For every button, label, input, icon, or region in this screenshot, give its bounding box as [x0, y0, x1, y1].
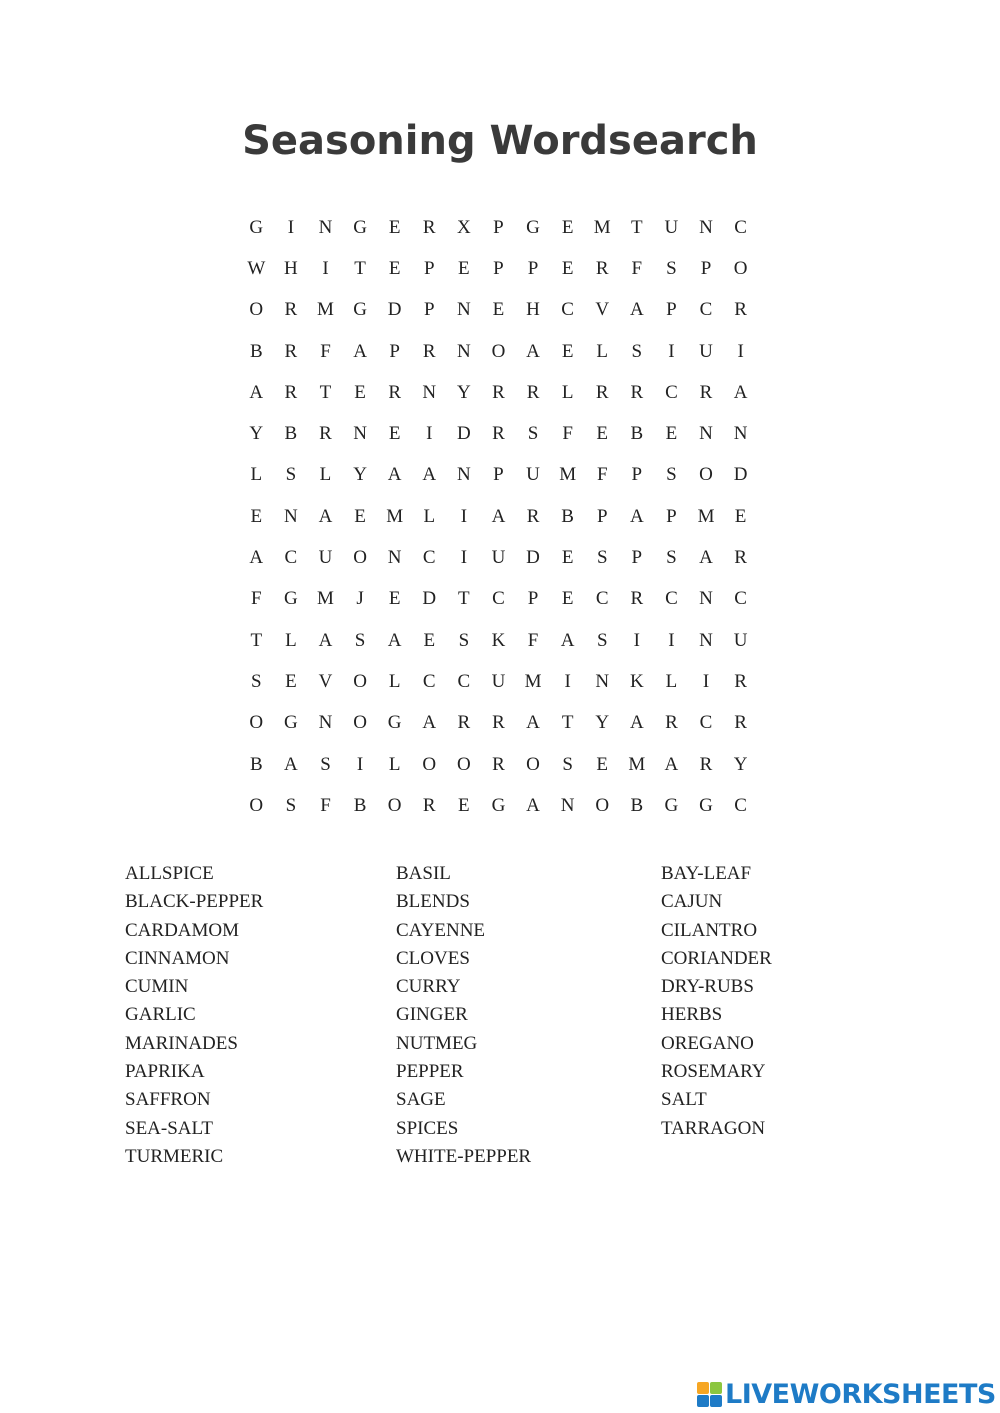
word-list-item: WHITE-PEPPER [396, 1145, 532, 1167]
word-list-item: GINGER [396, 1004, 468, 1026]
grid-cell[interactable]: A [629, 712, 644, 734]
grid-cell[interactable]: A [526, 794, 540, 816]
grid-cell[interactable]: R [422, 340, 436, 362]
grid-cell[interactable]: A [733, 381, 748, 403]
grid-cell[interactable]: C [699, 712, 713, 734]
grid-cell[interactable]: T [354, 257, 366, 279]
grid-cell[interactable]: C [284, 547, 298, 569]
grid-cell[interactable]: B [630, 423, 644, 445]
grid-cell[interactable]: A [560, 629, 575, 651]
word-list-item: TURMERIC [125, 1145, 224, 1167]
word-list-item: PEPPER [396, 1061, 464, 1083]
grid-cell[interactable]: S [666, 257, 677, 279]
grid-cell[interactable]: S [285, 464, 297, 486]
grid-cell[interactable]: A [491, 505, 506, 527]
grid-cell[interactable]: M [317, 299, 334, 321]
grid-cell[interactable]: T [631, 216, 643, 238]
brand-logo[interactable] [697, 1379, 996, 1409]
grid-cell[interactable]: P [389, 340, 400, 362]
grid-cell[interactable]: A [629, 299, 644, 321]
word-list-item: BLENDS [396, 891, 470, 913]
grid-cell[interactable]: N [353, 423, 367, 445]
grid-cell[interactable]: Y [353, 464, 367, 486]
grid-cell[interactable]: K [491, 629, 506, 651]
grid-cell[interactable]: R [492, 423, 505, 445]
grid-cell[interactable]: T [250, 629, 263, 651]
grid-cell[interactable]: R [699, 753, 713, 775]
grid-cell[interactable]: E [388, 423, 401, 445]
grid-cell[interactable]: J [356, 588, 364, 610]
grid-cell[interactable]: B [353, 794, 367, 816]
grid-cell[interactable]: Y [595, 712, 610, 734]
grid-cell[interactable]: P [700, 257, 712, 279]
word-list-item: SEA-SALT [125, 1117, 213, 1139]
grid-cell[interactable]: A [629, 505, 644, 527]
grid-cell[interactable]: E [423, 629, 436, 651]
grid-cell[interactable]: N [560, 794, 575, 816]
word-list-item: CAYENNE [396, 919, 486, 941]
grid-cell[interactable]: E [561, 216, 574, 238]
grid-cell[interactable]: R [630, 588, 644, 610]
grid-cell[interactable]: M [628, 753, 646, 775]
grid-cell[interactable]: Y [733, 753, 748, 775]
grid-cell[interactable]: A [387, 464, 402, 486]
grid-cell[interactable]: M [559, 464, 577, 486]
word-list-item: SPICES [396, 1117, 459, 1139]
grid-cell[interactable]: E [388, 257, 401, 279]
grid-cell[interactable]: U [491, 547, 506, 569]
grid-cell[interactable]: L [596, 340, 609, 362]
grid-cell[interactable]: G [284, 588, 298, 610]
grid-cell[interactable]: T [561, 712, 574, 734]
grid-cell[interactable]: O [249, 794, 264, 816]
grid-cell[interactable]: C [492, 588, 505, 610]
grid-cell[interactable]: O [699, 464, 713, 486]
grid-cell[interactable]: D [456, 423, 471, 445]
grid-cell[interactable]: C [665, 588, 678, 610]
grid-cell[interactable]: F [251, 588, 262, 610]
grid-cell[interactable]: N [595, 670, 610, 692]
grid-cell[interactable]: R [734, 547, 747, 569]
word-list [125, 860, 861, 1171]
grid-cell[interactable]: I [287, 216, 295, 238]
grid-cell[interactable]: N [699, 588, 713, 610]
grid-cell[interactable]: Y [456, 381, 471, 403]
grid-cell[interactable]: G [284, 712, 298, 734]
grid-cell[interactable]: F [596, 464, 608, 486]
grid-cell[interactable]: A [249, 381, 264, 403]
word-list-item: SAGE [396, 1089, 446, 1111]
grid-cell[interactable]: A [422, 712, 437, 734]
word-list-item: SAFFRON [125, 1089, 211, 1111]
grid-cell[interactable]: R [595, 381, 609, 403]
grid-cell[interactable]: Y [249, 423, 264, 445]
grid-cell[interactable]: S [354, 629, 366, 651]
grid-cell[interactable]: U [491, 670, 506, 692]
grid-cell[interactable]: O [353, 547, 367, 569]
grid-cell[interactable]: N [699, 423, 713, 445]
grid-cell[interactable]: R [630, 381, 644, 403]
grid-cell[interactable]: P [493, 216, 504, 238]
grid-cell[interactable]: I [668, 340, 675, 362]
grid-cell[interactable]: R [526, 505, 540, 527]
grid-cell[interactable]: O [456, 753, 471, 775]
word-list-item: CLOVES [396, 947, 470, 969]
word-list-item: ALLSPICE [125, 863, 214, 884]
grid-cell[interactable]: R [457, 712, 471, 734]
grid-cell[interactable]: R [284, 340, 298, 362]
grid-cell[interactable]: E [561, 257, 574, 279]
grid-cell[interactable]: L [388, 670, 401, 692]
grid-cell[interactable]: P [596, 505, 608, 527]
grid-cell[interactable]: M [386, 505, 404, 527]
grid-cell[interactable]: U [526, 464, 540, 486]
grid-cell[interactable]: C [561, 299, 574, 321]
grid-cell[interactable]: T [319, 381, 332, 403]
grid-cell[interactable]: E [388, 588, 401, 610]
grid-cell[interactable]: R [526, 381, 540, 403]
grid-cell[interactable]: R [699, 381, 713, 403]
grid-cell[interactable]: S [666, 547, 677, 569]
grid-cell[interactable]: H [526, 299, 540, 321]
grid-cell[interactable]: I [426, 423, 433, 445]
grid-cell[interactable]: R [492, 753, 505, 775]
grid-cell[interactable]: U [699, 340, 713, 362]
grid-cell[interactable]: I [564, 670, 571, 692]
grid-cell[interactable]: I [322, 257, 329, 279]
grid-cell[interactable]: P [493, 257, 504, 279]
grid-cell[interactable]: U [733, 629, 748, 651]
grid-cell[interactable]: P [666, 505, 677, 527]
grid-cell[interactable]: G [664, 794, 679, 816]
grid-cell[interactable]: S [458, 629, 470, 651]
grid-cell[interactable]: D [733, 464, 748, 486]
grid-cell[interactable]: V [595, 299, 610, 321]
grid-cell[interactable]: G [491, 794, 506, 816]
grid-cell[interactable]: S [666, 464, 677, 486]
grid-cell[interactable]: I [702, 670, 710, 692]
grid-cell[interactable]: O [249, 299, 264, 321]
grid-cell[interactable]: O [733, 257, 748, 279]
grid-cell[interactable]: U [664, 216, 679, 238]
grid-cell[interactable]: N [456, 299, 471, 321]
grid-cell[interactable]: C [734, 588, 747, 610]
grid-cell[interactable]: P [666, 299, 677, 321]
grid-cell[interactable]: I [668, 629, 675, 651]
grid-cell[interactable]: L [665, 670, 678, 692]
grid-cell[interactable]: I [460, 505, 468, 527]
grid-cell[interactable]: B [284, 423, 298, 445]
grid-cell[interactable]: R [734, 299, 747, 321]
word-list-item: GARLIC [125, 1004, 196, 1026]
grid-cell[interactable]: G [387, 712, 402, 734]
grid-cell[interactable]: S [285, 794, 297, 816]
grid-cell[interactable]: B [249, 753, 263, 775]
grid-cell[interactable]: C [422, 547, 436, 569]
grid-cell[interactable]: A [318, 629, 333, 651]
grid-cell[interactable]: W [247, 257, 266, 279]
grid-cell[interactable]: P [493, 464, 504, 486]
grid-cell[interactable]: U [318, 547, 333, 569]
grid-cell[interactable]: D [422, 588, 437, 610]
grid-cell[interactable]: S [320, 753, 331, 775]
grid-cell[interactable]: G [699, 794, 713, 816]
grid-cell[interactable]: E [458, 794, 470, 816]
grid-cell[interactable]: A [526, 340, 540, 362]
grid-cell[interactable]: N [456, 340, 471, 362]
grid-cell[interactable]: N [456, 464, 471, 486]
grid-cell[interactable]: P [423, 257, 435, 279]
grid-cell[interactable]: G [249, 216, 264, 238]
grid-cell[interactable]: N [387, 547, 402, 569]
grid-cell[interactable]: E [285, 670, 297, 692]
grid-cell[interactable]: A [422, 464, 437, 486]
grid-cell[interactable]: A [353, 340, 367, 362]
grid-cell[interactable]: E [354, 381, 366, 403]
grid-cell[interactable]: E [734, 505, 747, 527]
grid-cell[interactable]: N [284, 505, 298, 527]
grid-cell[interactable]: X [456, 216, 471, 238]
grid-cell[interactable]: R [388, 381, 402, 403]
grid-cell[interactable]: A [318, 505, 333, 527]
word-list-item: CARDAMOM [125, 919, 240, 941]
word-list-item: BLACK-PEPPER [125, 891, 264, 913]
grid-cell[interactable]: G [353, 216, 367, 238]
grid-cell[interactable]: R [665, 712, 678, 734]
letter-grid [239, 207, 758, 826]
grid-cell[interactable]: E [561, 588, 574, 610]
grid-cell[interactable]: L [319, 464, 332, 486]
grid-cell[interactable]: N [699, 629, 713, 651]
grid-cell[interactable]: C [422, 670, 436, 692]
grid-cell[interactable]: M [697, 505, 715, 527]
grid-cell[interactable]: A [664, 753, 679, 775]
grid-cell[interactable]: S [596, 629, 608, 651]
word-list-item: CURRY [396, 976, 461, 998]
grid-cell[interactable]: N [733, 423, 748, 445]
grid-cell[interactable]: E [250, 505, 263, 527]
grid-cell[interactable]: O [422, 753, 437, 775]
grid-cell[interactable]: D [387, 299, 402, 321]
word-list-item: CILANTRO [661, 919, 758, 941]
word-list-item: CUMIN [125, 976, 189, 998]
word-list-item: CORIANDER [661, 947, 772, 969]
grid-cell[interactable]: B [249, 340, 263, 362]
grid-cell[interactable]: I [737, 340, 744, 362]
word-list-item: CINNAMON [125, 947, 230, 969]
grid-cell[interactable]: A [387, 629, 402, 651]
grid-cell[interactable]: C [665, 381, 678, 403]
grid-cell[interactable]: R [492, 381, 505, 403]
grid-cell[interactable]: S [527, 423, 539, 445]
grid-cell[interactable]: D [526, 547, 540, 569]
grid-cell[interactable]: S [562, 753, 573, 775]
grid-cell[interactable]: B [630, 794, 644, 816]
grid-cell[interactable]: L [250, 464, 263, 486]
grid-cell[interactable]: C [734, 216, 747, 238]
grid-cell[interactable]: A [284, 753, 298, 775]
grid-cell[interactable]: I [633, 629, 640, 651]
grid-cell[interactable]: E [596, 753, 609, 775]
grid-cell[interactable]: F [562, 423, 573, 445]
grid-cell[interactable]: P [631, 547, 643, 569]
grid-cell[interactable]: O [595, 794, 610, 816]
grid-cell[interactable]: N [699, 216, 713, 238]
grid-cell[interactable]: F [631, 257, 643, 279]
word-list-item: CAJUN [661, 891, 723, 913]
grid-cell[interactable]: E [561, 547, 574, 569]
grid-cell[interactable]: N [318, 216, 333, 238]
grid-cell[interactable]: O [387, 794, 402, 816]
word-list-item: BASIL [396, 863, 451, 884]
grid-cell[interactable]: L [285, 629, 297, 651]
grid-cell[interactable]: M [593, 216, 611, 238]
grid-cell[interactable]: L [423, 505, 436, 527]
grid-cell[interactable]: G [526, 216, 540, 238]
grid-cell[interactable]: E [665, 423, 678, 445]
grid-cell[interactable]: I [460, 547, 468, 569]
grid-cell[interactable]: R [492, 712, 505, 734]
brand-name: LIVEWORKSHEETS [725, 1378, 996, 1410]
grid-cell[interactable]: R [422, 216, 436, 238]
grid-cell[interactable]: O [353, 670, 367, 692]
grid-cell[interactable]: F [320, 340, 331, 362]
grid-cell[interactable]: M [524, 670, 542, 692]
grid-cell[interactable]: N [422, 381, 437, 403]
grid-cell[interactable]: E [458, 257, 470, 279]
grid-cell[interactable]: E [354, 505, 366, 527]
grid-cell[interactable]: E [561, 340, 574, 362]
grid-cell[interactable]: B [561, 505, 574, 527]
grid-cell[interactable]: T [458, 588, 470, 610]
grid-cell[interactable]: A [249, 547, 264, 569]
grid-cell[interactable]: R [284, 381, 298, 403]
grid-cell[interactable]: C [595, 588, 609, 610]
word-list-item: MARINADES [125, 1032, 238, 1054]
word-list-item: PAPRIKA [125, 1061, 205, 1083]
word-list-item: NUTMEG [396, 1032, 478, 1054]
word-list-item: SALT [661, 1089, 707, 1111]
grid-cell[interactable]: S [251, 670, 262, 692]
word-list-item: OREGANO [661, 1032, 754, 1054]
grid-cell[interactable]: L [388, 753, 401, 775]
grid-cell[interactable]: H [284, 257, 298, 279]
word-list-item: TARRAGON [661, 1117, 766, 1139]
grid-cell[interactable]: P [631, 464, 643, 486]
grid-cell[interactable]: P [527, 257, 539, 279]
grid-cell[interactable]: O [353, 712, 367, 734]
page-title: Seasoning Wordsearch [242, 118, 758, 164]
grid-cell[interactable]: E [596, 423, 609, 445]
word-list-item: HERBS [661, 1004, 723, 1026]
grid-cell[interactable]: R [734, 670, 747, 692]
grid-cell[interactable]: V [318, 670, 333, 692]
grid-cell[interactable]: L [561, 381, 574, 403]
grid-cell[interactable]: C [699, 299, 713, 321]
word-list-item: DRY-RUBS [661, 976, 754, 998]
grid-cell[interactable]: S [596, 547, 608, 569]
grid-cell[interactable]: N [318, 712, 333, 734]
grid-cell[interactable]: C [734, 794, 747, 816]
grid-cell[interactable]: M [317, 588, 334, 610]
grid-cell[interactable]: C [457, 670, 471, 692]
grid-cell[interactable]: E [388, 216, 401, 238]
grid-cell[interactable]: F [527, 629, 539, 651]
grid-cell[interactable]: R [595, 257, 609, 279]
grid-cell[interactable]: O [491, 340, 506, 362]
grid-cell[interactable]: O [249, 712, 264, 734]
grid-cell[interactable]: R [284, 299, 298, 321]
grid-cell[interactable]: R [319, 423, 332, 445]
grid-cell[interactable]: K [629, 670, 644, 692]
grid-cell[interactable]: A [526, 712, 540, 734]
grid-cell[interactable]: R [734, 712, 747, 734]
grid-cell[interactable]: P [423, 299, 435, 321]
grid-cell[interactable]: E [492, 299, 505, 321]
grid-cell[interactable]: A [699, 547, 713, 569]
grid-cell[interactable]: F [320, 794, 331, 816]
grid-cell[interactable]: O [526, 753, 540, 775]
logo-blocks-icon [697, 1382, 722, 1407]
word-list-item: BAY-LEAF [661, 863, 752, 884]
grid-cell[interactable]: P [527, 588, 539, 610]
grid-cell[interactable]: R [422, 794, 436, 816]
grid-cell[interactable]: I [356, 753, 364, 775]
grid-cell[interactable]: S [631, 340, 643, 362]
grid-cell[interactable]: G [353, 299, 367, 321]
word-list-item: ROSEMARY [661, 1061, 766, 1083]
